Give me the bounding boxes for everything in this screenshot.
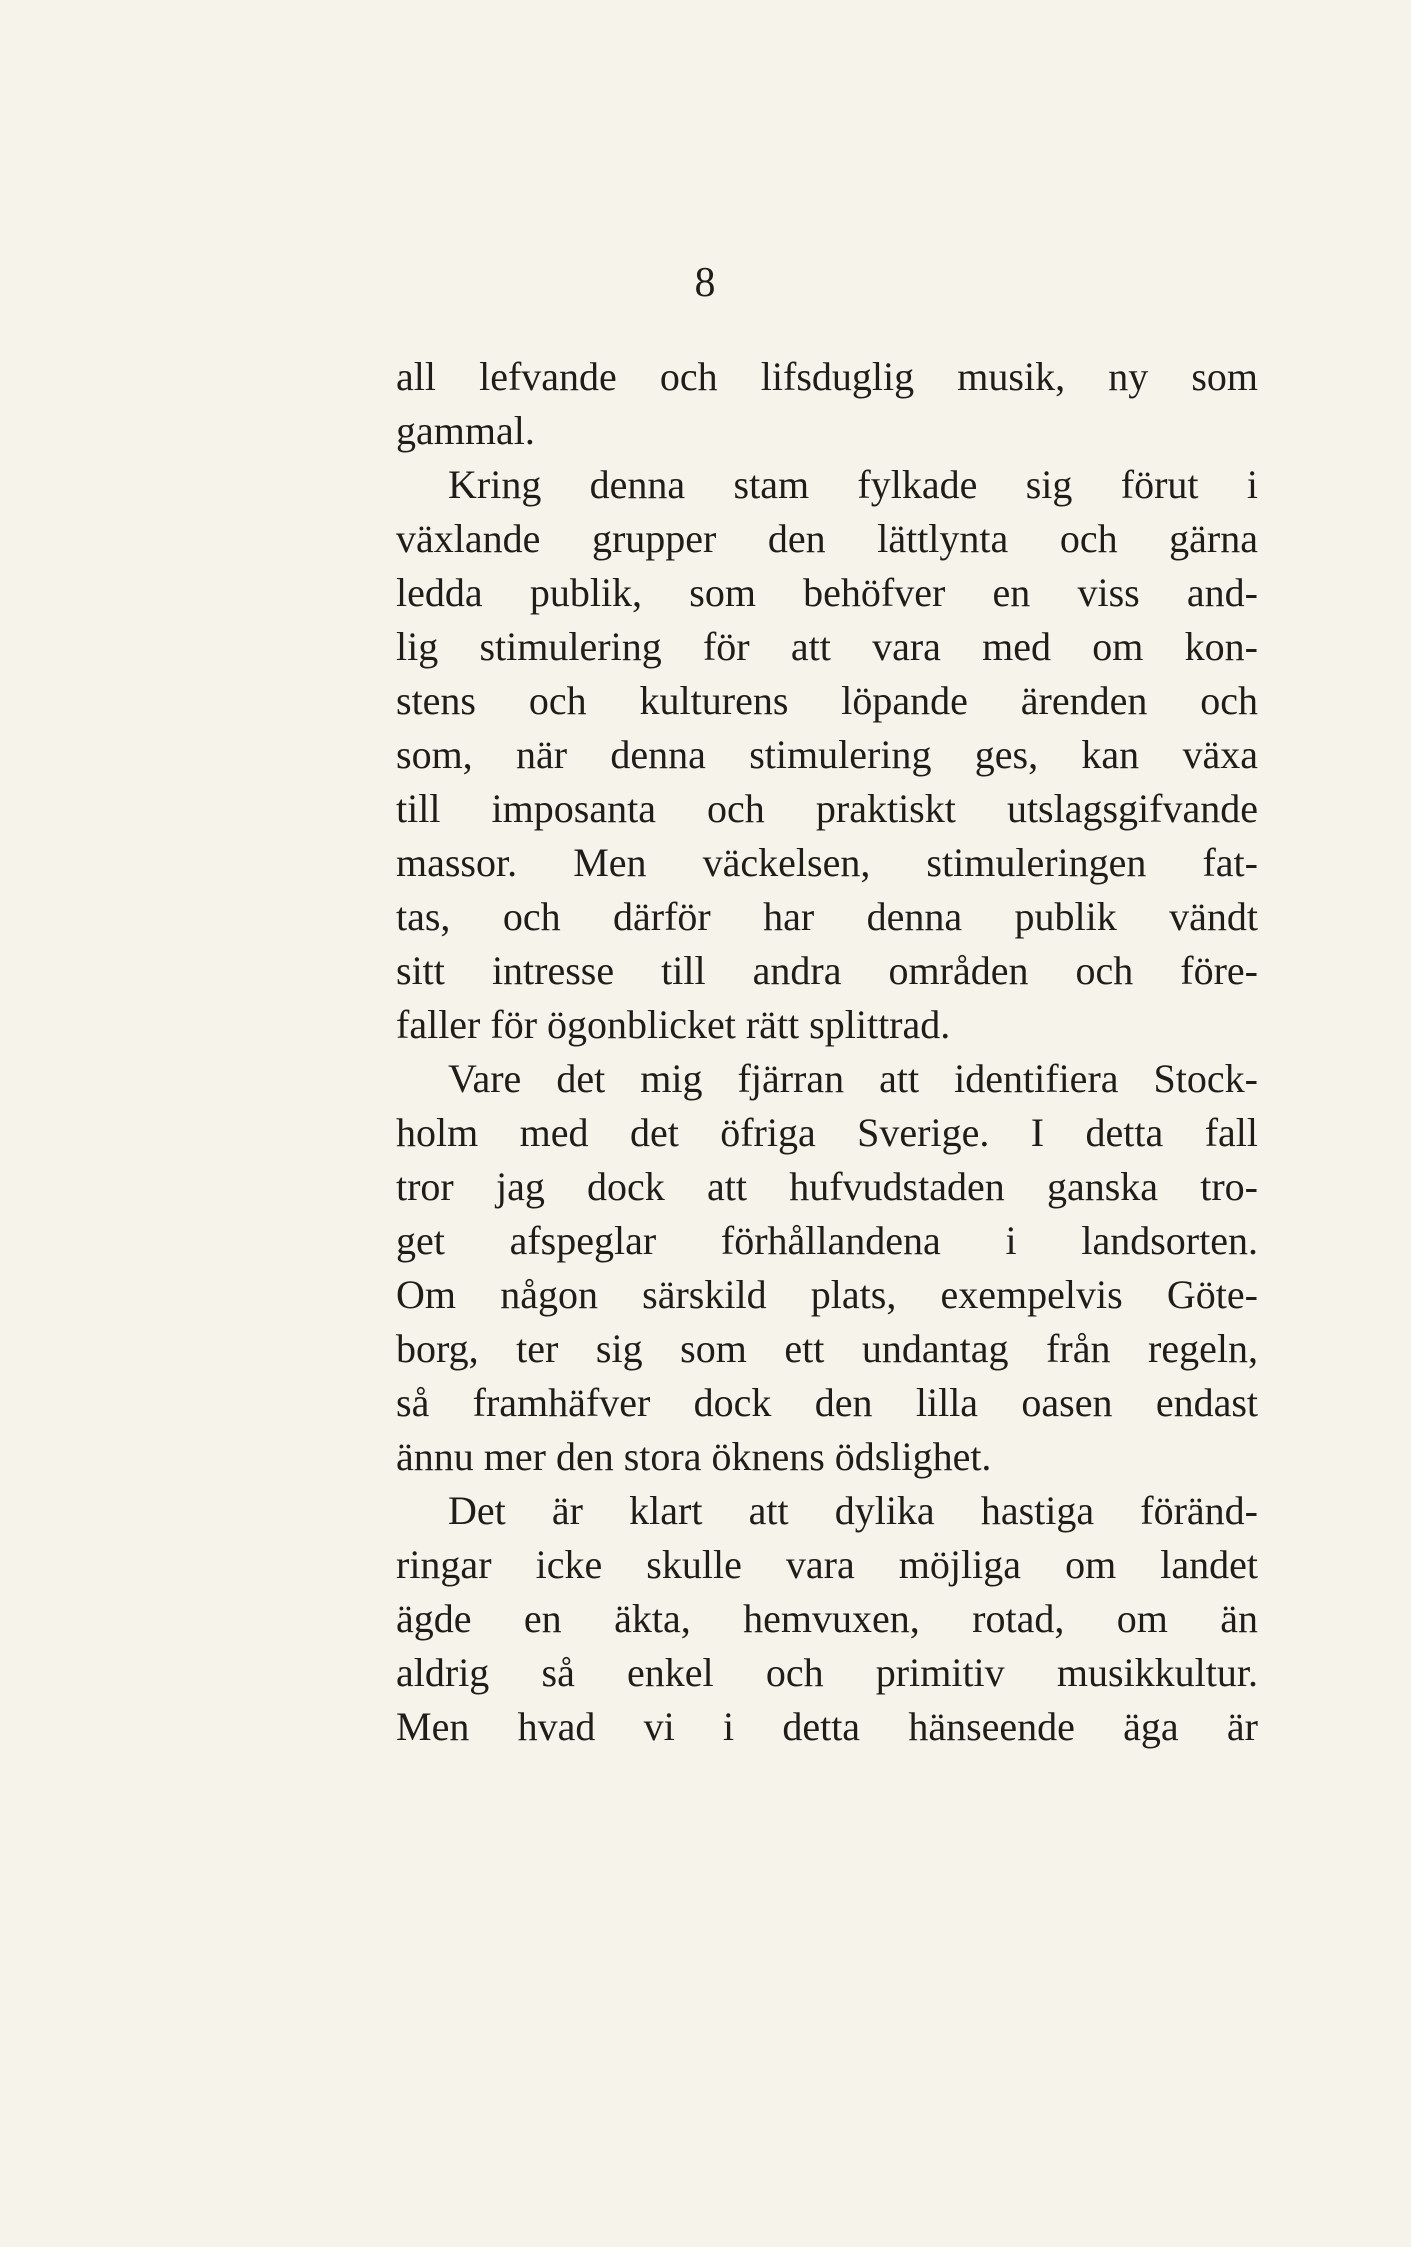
text-line: lig stimulering för att vara med om kon-: [396, 624, 1258, 669]
text-line: Vare det mig fjärran att identifiera Stock-: [448, 1056, 1258, 1101]
text-line: Om någon särskild plats, exempelvis Göte-: [396, 1272, 1258, 1317]
text-line: massor. Men väckelsen, stimuleringen fat-: [396, 840, 1258, 885]
body-text: [396, 350, 1258, 1754]
text-line: holm med det öfriga Sverige. I detta fall: [396, 1110, 1258, 1155]
text-line: ägde en äkta, hemvuxen, rotad, om än: [396, 1596, 1258, 1641]
text-line: aldrig så enkel och primitiv musikkultur.: [396, 1650, 1258, 1695]
text-line: Kring denna stam fylkade sig förut i: [448, 462, 1258, 507]
page-number: 8: [694, 260, 717, 306]
text-line: ledda publik, som behöfver en viss and-: [396, 570, 1258, 615]
text-line: all lefvande och lifsduglig musik, ny som: [396, 354, 1258, 399]
text-line: som, när denna stimulering ges, kan växa: [396, 732, 1258, 777]
text-line: ännu mer den stora öknens ödslighet.: [396, 1434, 992, 1479]
text-line: Det är klart att dylika hastiga föränd-: [448, 1488, 1258, 1533]
text-line: ringar icke skulle vara möjliga om landet: [396, 1542, 1258, 1587]
text-line: sitt intresse till andra områden och före-: [396, 948, 1258, 993]
text-line: get afspeglar förhållandena i landsorten.: [396, 1218, 1258, 1263]
text-line: växlande grupper den lättlynta och gärna: [396, 516, 1258, 561]
text-line: till imposanta och praktiskt utslagsgifvande: [396, 786, 1258, 831]
text-line: gammal.: [396, 408, 535, 453]
text-line: så framhäfver dock den lilla oasen endast: [396, 1380, 1258, 1425]
text-line: stens och kulturens löpande ärenden och: [396, 678, 1258, 723]
text-line: Men hvad vi i detta hänseende äga är: [396, 1704, 1258, 1749]
text-line: tas, och därför har denna publik vändt: [396, 894, 1258, 939]
text-line: faller för ögonblicket rätt splittrad.: [396, 1002, 951, 1047]
text-line: borg, ter sig som ett undantag från regeln,: [396, 1326, 1258, 1371]
text-line: tror jag dock att hufvudstaden ganska tro-: [396, 1164, 1258, 1209]
